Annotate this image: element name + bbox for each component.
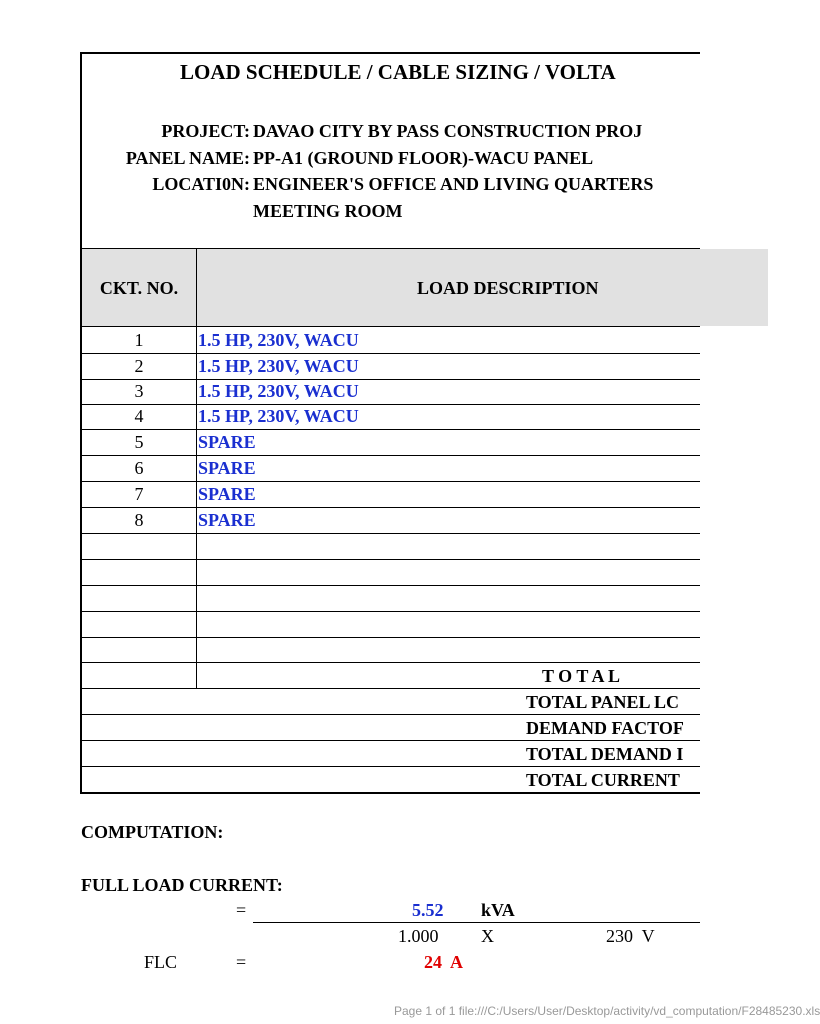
- table-row-ckt: 1: [134, 330, 144, 350]
- location-value: ENGINEER'S OFFICE AND LIVING QUARTERS: [253, 174, 654, 194]
- column-divider: [196, 248, 197, 688]
- row-rule: [80, 611, 700, 612]
- frame-top-border: [80, 52, 700, 54]
- row-rule: [80, 533, 700, 534]
- numerator-unit: kVA: [481, 900, 515, 920]
- summary-total-demand: TOTAL DEMAND I: [526, 744, 684, 764]
- table-row-description: SPARE: [198, 432, 256, 452]
- location-label: LOCATI0N:: [152, 174, 250, 194]
- flc-heading: FULL LOAD CURRENT:: [81, 875, 283, 895]
- row-rule: [80, 404, 700, 405]
- row-rule: [80, 766, 700, 767]
- row-rule: [80, 455, 700, 456]
- table-row-ckt: 7: [134, 484, 144, 504]
- table-row-ckt: 6: [134, 458, 144, 478]
- table-row-ckt: 4: [134, 406, 144, 426]
- table-row-description: 1.5 HP, 230V, WACU: [198, 356, 359, 376]
- page-footer: Page 1 of 1 file:///C:/Users/User/Desktop/activity/vd_computation/F28485230.xls: [394, 1004, 820, 1018]
- header-bottom-rule: [80, 326, 700, 327]
- row-rule: [80, 353, 700, 354]
- table-row-ckt: 3: [134, 381, 144, 401]
- table-row-description: 1.5 HP, 230V, WACU: [198, 406, 359, 426]
- equals-sign: =: [236, 900, 247, 920]
- header-load-description: LOAD DESCRIPTION: [417, 278, 599, 298]
- table-row-ckt: 8: [134, 510, 144, 530]
- summary-total-current: TOTAL CURRENT: [526, 770, 680, 790]
- row-rule: [80, 688, 700, 689]
- row-rule: [80, 559, 700, 560]
- flc-result: 24 A: [424, 952, 464, 972]
- header-ckt-no: CKT. NO.: [99, 278, 179, 298]
- project-label: PROJECT:: [161, 121, 250, 141]
- table-row-description: SPARE: [198, 510, 256, 530]
- summary-demand-factor: DEMAND FACTOF: [526, 718, 684, 738]
- frame-bottom-border: [80, 792, 700, 794]
- times-sign: X: [481, 926, 494, 946]
- project-value: DAVAO CITY BY PASS CONSTRUCTION PROJ: [253, 121, 643, 141]
- voltage-value: 230 V: [606, 926, 655, 946]
- table-row-description: 1.5 HP, 230V, WACU: [198, 381, 359, 401]
- row-rule: [80, 507, 700, 508]
- panel-name-label: PANEL NAME:: [125, 148, 250, 168]
- table-row-ckt: 2: [134, 356, 144, 376]
- table-row-description: SPARE: [198, 458, 256, 478]
- computation-heading: COMPUTATION:: [81, 822, 224, 842]
- table-row-description: 1.5 HP, 230V, WACU: [198, 330, 359, 350]
- total-label: T O T A L: [542, 666, 621, 686]
- row-rule: [80, 740, 700, 741]
- location-value-line-2: MEETING ROOM: [253, 201, 403, 221]
- row-rule: [80, 429, 700, 430]
- row-rule: [80, 481, 700, 482]
- table-row-description: SPARE: [198, 484, 256, 504]
- numerator-value: 5.52: [412, 900, 444, 920]
- equals-sign: =: [236, 952, 247, 972]
- row-rule: [80, 379, 700, 380]
- document-title: LOAD SCHEDULE / CABLE SIZING / VOLTA: [180, 60, 616, 84]
- fraction-bar: [253, 922, 700, 923]
- row-rule: [80, 662, 700, 663]
- summary-total-panel-load: TOTAL PANEL LC: [526, 692, 680, 712]
- flc-label: FLC: [144, 952, 178, 972]
- header-top-rule: [80, 248, 700, 249]
- denominator-factor: 1.000: [398, 926, 439, 946]
- panel-name-value: PP-A1 (GROUND FLOOR)-WACU PANEL: [253, 148, 594, 168]
- row-rule: [80, 637, 700, 638]
- row-rule: [80, 585, 700, 586]
- row-rule: [80, 714, 700, 715]
- table-row-ckt: 5: [134, 432, 144, 452]
